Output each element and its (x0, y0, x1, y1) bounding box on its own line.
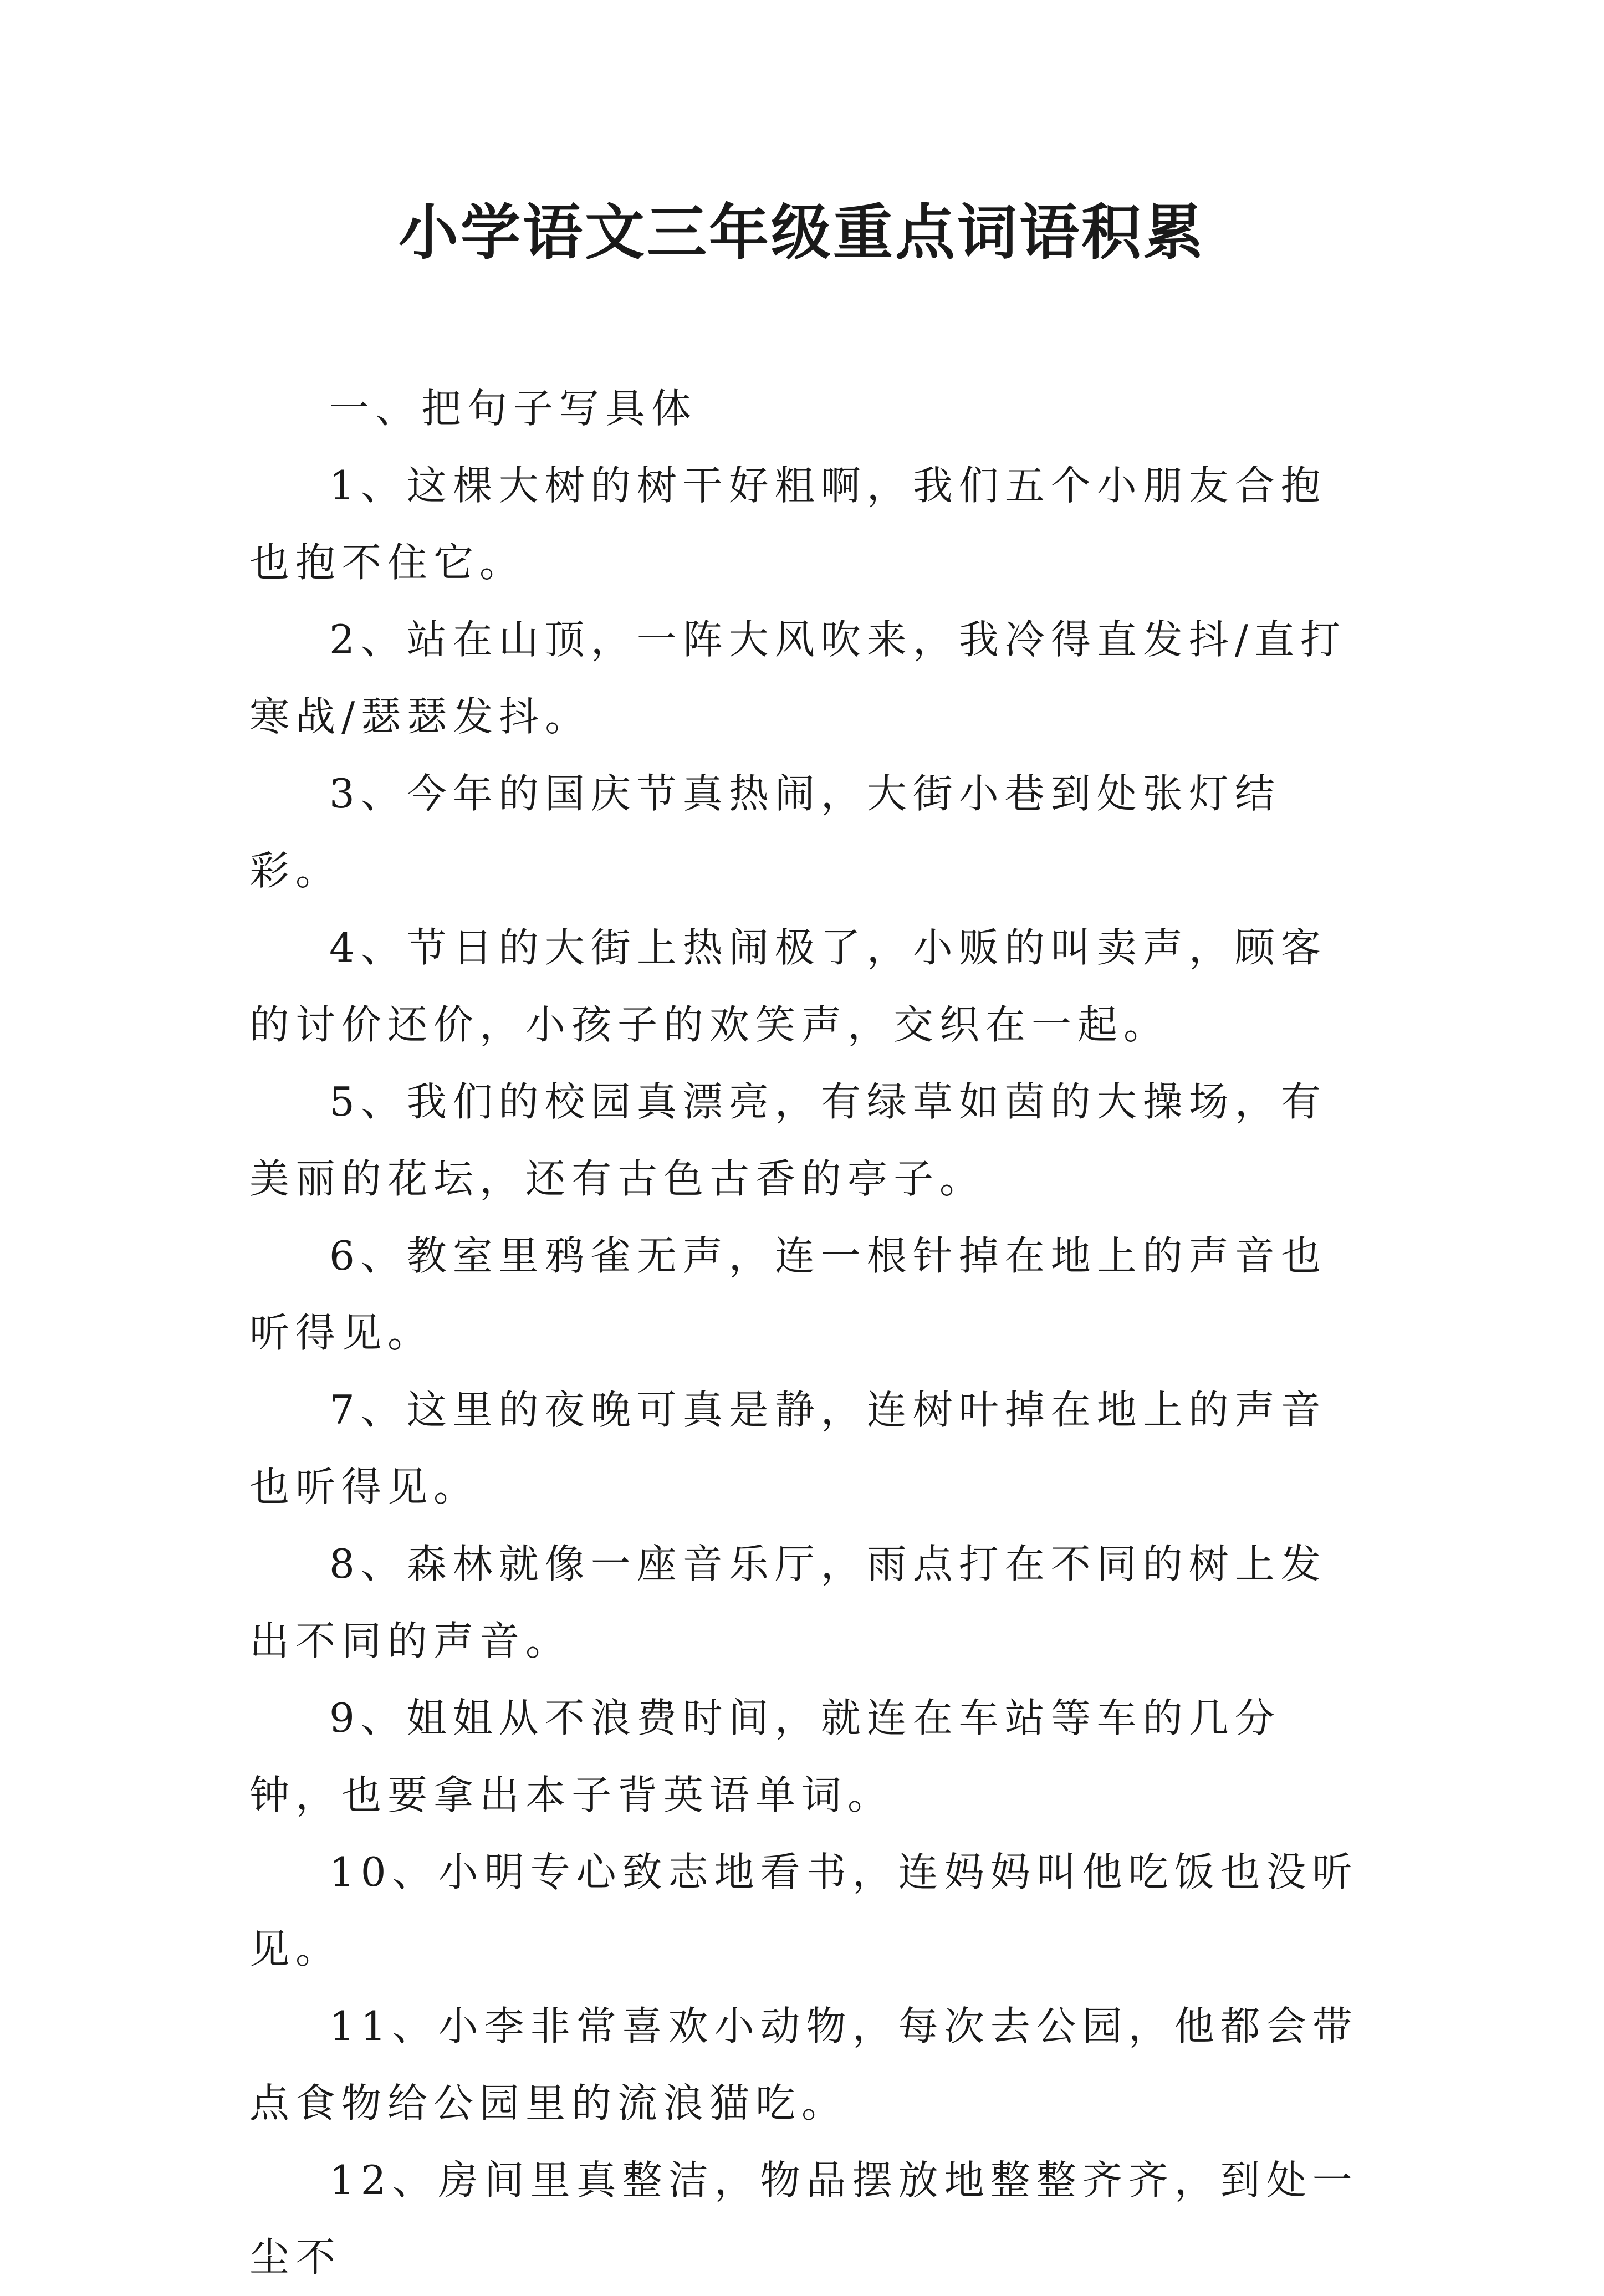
list-item: 12、房间里真整洁，物品摆放地整整齐齐，到处一尘不 (249, 2157, 1358, 2280)
list-item: 9、姐姐从不浪费时间，就连在车站等车的几分钟，也要拿出本子背英语单词。 (249, 1695, 1281, 1818)
list-item: 7、这里的夜晚可真是静，连树叶掉在地上的声音也听得见。 (249, 1387, 1327, 1510)
list-item: 3、今年的国庆节真热闹，大街小巷到处张灯结彩。 (249, 770, 1281, 894)
list-item: 11、小李非常喜欢小动物，每次去公园，他都会带点食物给公园里的流浪猫吃。 (249, 2003, 1358, 2126)
list-item: 2、站在山顶，一阵大风吹来，我冷得直发抖/直打寒战/瑟瑟发抖。 (249, 616, 1347, 740)
list-item: 1、这棵大树的树干好粗啊，我们五个小朋友合抱也抱不住它。 (249, 462, 1327, 586)
list-item: 10、小明专心致志地看书，连妈妈叫他吃饭也没听见。 (249, 1849, 1358, 1972)
list-item: 4、节日的大街上热闹极了，小贩的叫卖声，顾客的讨价还价，小孩子的欢笑声，交织在一起。 (249, 924, 1327, 1048)
list-item: 8、森林就像一座音乐厅，雨点打在不同的树上发出不同的声音。 (249, 1541, 1327, 1664)
list-item: 5、我们的校园真漂亮，有绿草如茵的大操场，有美丽的花坛，还有古色古香的亭子。 (249, 1078, 1327, 1202)
list-item: 6、教室里鸦雀无声，连一根针掉在地上的声音也听得见。 (249, 1233, 1327, 1356)
document-body (249, 370, 1369, 2296)
document-title: 小学语文三年级重点词语积累 (398, 198, 1205, 268)
section-heading: 一、把句子写具体 (329, 385, 698, 432)
